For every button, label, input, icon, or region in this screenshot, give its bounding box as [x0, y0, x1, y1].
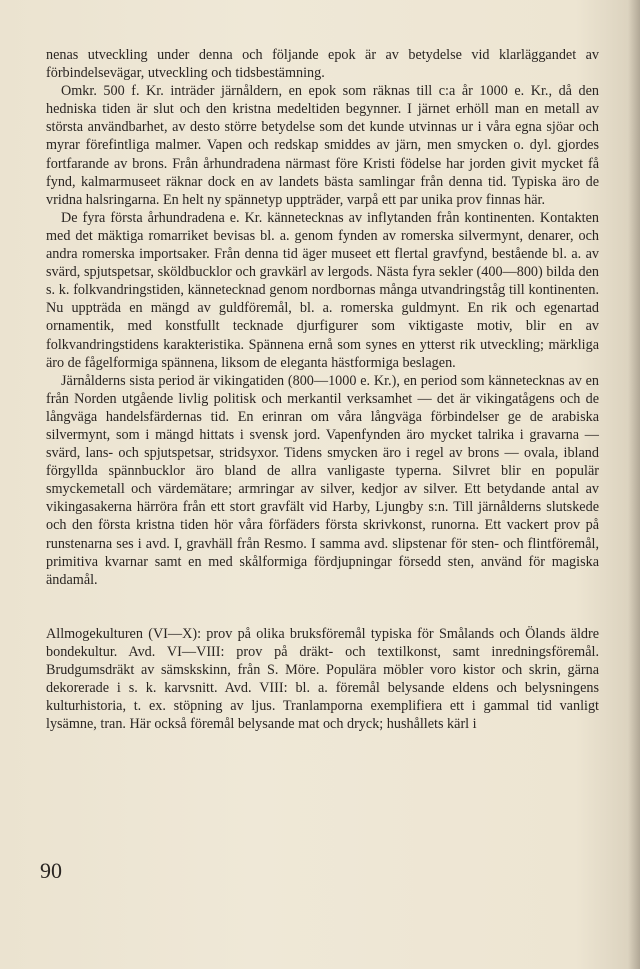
page-edge-shadow	[628, 0, 640, 969]
page-number: 90	[40, 858, 62, 883]
paragraph: De fyra första århundradena e. Kr. kännetecknas av inflytanden från kontinenten. Kontakten med det mäktiga romarriket bevisas bl. a. genom fynden av romerska silvermynt, denarer, och andra romerska importsaker. Från denna tid äger museet ett flertal gravfynd, bestående bl. a. av svärd, spjutspetsar, sköldbucklor och gravkärl av lergods. Nästa fyra sekler (400—800) bilda den s. k. folkvandringstiden, kännetecknad genom nordbornas många utvandringståg till kontinenten. Nu uppträda en mängd av guldföremål, bl. a. romerska guldmynt. En rik och egenartad ornamentik, med konstfullt tecknade djurfigurer som viktigaste motiv, blir en av folkvandringstidens karakteristika. Spännena ernå som synes en ytterst rik utveckling; märkliga äro de fågelformiga spännena, liksom de eleganta hästformiga beslagen.	[46, 209, 599, 371]
paragraph: nenas utveckling under denna och följande epok är av betydelse vid klarläggandet av förbindelsevägar, utveckling och tidsbestämning.	[46, 47, 599, 82]
paragraph: Allmogekulturen (VI—X): prov på olika bruksföremål typiska för Smålands och Ölands äldre bondekultur. Avd. VI—VIII: prov på dräkt- och textilkonst, samt inredningsföremål. Brudgumsdräkt av sämskskinn, från S. Möre. Populära möbler voro kistor och skrin, gärna dekorerade i s. k. karvsnitt. Avd. VIII: bl. a. föremål belysande eldens och belysningens kulturhistoria, t. ex. stöpning av ljus. Tranlamporna exemplifiera ett i gammal tid vanligt lysämne, tran. Här också föremål belysande mat och dryck; hushållets kärl i	[46, 625, 599, 733]
body-text	[46, 46, 599, 733]
paragraph: Omkr. 500 f. Kr. inträder järnåldern, en epok som räknas till c:a år 1000 e. Kr., då den hedniska tiden är slut och den kristna medeltiden begynner. I järnet erhöll man en metall av största användbarhet, av desto större betydelse som det kunde utvinnas ur i våra egna sjöar och myrar förefintliga malmer. Vapen och redskap smiddes av järn, men smycken o. dyl. gjordes fortfarande av brons. Från århundradena närmast före Kristi födelse har jorden givit mycket få fynd, kalmarmuseet räknar dock en av landets bästa samlingar från denna tid. Typiska äro de vridna halsringarna. En helt ny spännetyp uppträder, varpå ett par unika prov finnas här.	[46, 83, 599, 208]
paragraph: Järnålderns sista period är vikingatiden (800—1000 e. Kr.), en period som kännetecknas av en från Norden utgående livlig politisk och merkantil verksamhet — det är vikingatågens och de långväga handelsfärdernas tid. En erinran om våra långväga förbindelser ge de arabiska silvermynt, som i mängd hittats i svensk jord. Vapenfynden äro mycket talrika i gravarna — svärd, lans- och spjutspetsar, stridsyxor. Tidens smycken äro i regel av brons — ovala, ibland förgyllda spännbucklor äro bland de allra vanligaste typerna. Silvret blir en populär smyckemetall och värdemätare; armringar av silver, kedjor av silver. Ett betydande antal av vikingasakerna härröra från ett stort gravfält vid Harby, Ljungby s:n. Till järnålderns slutskede och den första kristna tiden hör våra förfäders första skrivkonst, runorna. Ett vackert prov på runstenarna ses i avd. I, gravhäll från Resmo. I samma avd. slipstenar för sten- och flintföremål, primitiva kvarnar samt en med skålformiga fördjupningar försedd sten, använd för magiska ändamål.	[46, 372, 599, 588]
